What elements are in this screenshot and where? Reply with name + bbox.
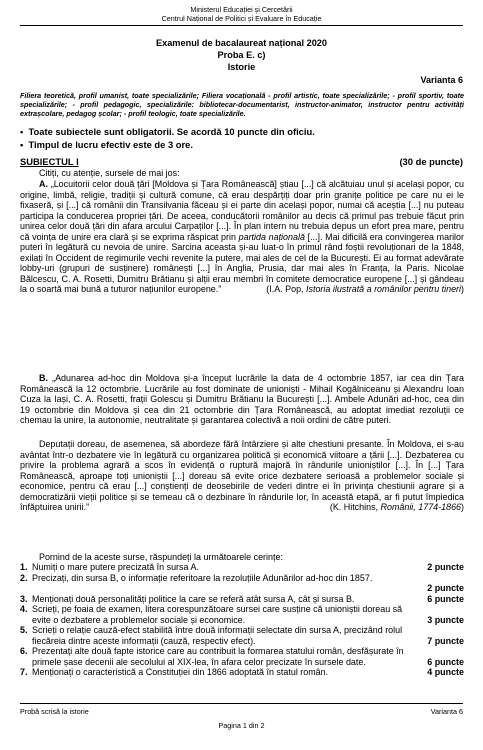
question-number: 5. bbox=[20, 625, 28, 635]
footer-divider bbox=[20, 703, 463, 704]
rule-item: • Toate subiectele sunt obligatorii. Se acordă 10 puncte din oficiu. bbox=[20, 126, 315, 137]
rule-text: Timpul de lucru efectiv este de 3 ore. bbox=[28, 138, 193, 150]
question-number: 2. bbox=[20, 572, 28, 583]
question-points: 2 puncte bbox=[427, 562, 464, 572]
exam-subject: Istorie bbox=[227, 62, 256, 72]
question-points: 7 puncte bbox=[427, 635, 464, 646]
subject-label: SUBIECTUL I bbox=[20, 156, 79, 167]
source-a-letter: A. bbox=[39, 179, 48, 189]
question-item bbox=[20, 594, 464, 605]
citation-title: Românii, 1774-1866 bbox=[380, 502, 462, 512]
source-a-emphasis: partida națională bbox=[238, 231, 305, 242]
question-number: 1. bbox=[20, 562, 28, 572]
question-item bbox=[20, 562, 464, 573]
question-text: Scrieți, pe foaia de examen, litera corespunzătoare sursei care susține că unioniștii doreau să evite o dezbatere a problemelor sociale și economice. bbox=[32, 604, 403, 625]
ministry-header: Ministerul Educației și Cercetării bbox=[190, 5, 293, 14]
header-divider bbox=[20, 25, 463, 26]
rule-text: Toate subiectele sunt obligatorii. Se acordă 10 puncte din oficiu. bbox=[28, 126, 315, 137]
exam-rules bbox=[20, 126, 460, 151]
source-b-text-2: Deputații doreau, de asemenea, să abordeze fără întârziere și alte chestiuni presante. În Moldova, ei s-au avântat într-o dezbatere vie în legătură cu organizarea politică și economică viitoare a țării [...]. Dezbaterea cu privire la problema agrară a scos în evidență o ruptură majoră în rândurile unioniștilor [...]. În [...] Țara Românească, aproape toți unioniștii [...] doreau să evite orice dezbatere serioasă a problemelor sociale și economice, pentru că erau [...] conștienți de deosebirile de vederi dintre ei în privința chestiunii agrare și a democratizării vieții politice și se temeau că o dezbinare în rândurile lor, în această etapă, ar fi putut împiedica înfăptuirea unirii.” bbox=[20, 439, 464, 512]
questions-instruction: Pornind de la aceste surse, răspundeți la următoarele cerințe: bbox=[39, 552, 283, 562]
rule-item: • Timpul de lucru efectiv este de 3 ore. bbox=[20, 138, 193, 150]
question-number: 4. bbox=[20, 604, 28, 614]
question-points: 6 puncte bbox=[427, 593, 464, 604]
question-item bbox=[20, 604, 464, 625]
questions-list bbox=[20, 562, 464, 678]
question-item bbox=[20, 667, 464, 678]
question-points: 3 puncte bbox=[427, 614, 464, 625]
citation-author: (K. Hitchins, bbox=[329, 502, 381, 512]
question-number: 6. bbox=[20, 646, 28, 656]
citation-author: (I.A. Pop, bbox=[266, 284, 307, 294]
source-a-text-cont: [...]. Mai dificilă era convingerea marilor puteri în legătură cu nevoia de unire. Sarcina aceasta și-au luat-o în primul rând foștii revoluționari de la 1848, exilați în Occident de regimurile vechi revenite la putere, mai ales de cel de la București. Ei au format adevărate lobby-uri (grupuri de susținere) românești [...] în Anglia, Prusia, dar mai ales în Franța, la Paris. Nicolae Bălcescu, C. A. Rosetti, Dumitru Brătianu și alții erau membri în comitete democratice europene [...] și gândeau la o soartă mai bună a tuturor națiunilor europene.” bbox=[20, 231, 464, 294]
question-text: Menționați o caracteristică a Constituției din 1866 adoptată în statul român. bbox=[32, 667, 329, 677]
subject-intro: Citiți, cu atenție, sursele de mai jos: bbox=[39, 168, 180, 178]
question-points: 2 puncte bbox=[427, 583, 464, 593]
source-b-letter: B. bbox=[39, 373, 48, 383]
question-text: Precizați, din sursa B, o informație referitoare la rezoluțiile Adunărilor ad-hoc din 1857. bbox=[32, 572, 373, 583]
question-number: 7. bbox=[20, 667, 28, 677]
citation-end: ) bbox=[461, 284, 464, 294]
source-b-paragraph-2 bbox=[20, 439, 464, 513]
filiera-text: Filiera teoretică, profil umanist, toate specializările; Filiera vocațională - profil artistic, toate specializările; - profil sportiv, toate specializările; - profil pedagogic, specializările: bibliotecar-documentarist, instructor-animator, instructor pentru activități extrașcolare, pedagog școlar; - profil teologic, toate specializările. bbox=[20, 91, 464, 118]
footer-left: Probă scrisă la istorie bbox=[20, 707, 89, 716]
question-points: 4 puncte bbox=[427, 667, 464, 677]
source-a-text: „Locuitorii celor două țări [Moldova și Țara Românească] știau [...] că alcătuiau unul și același popor, cu origine, limbă, religie, tradiții și cultură comune, că erau despărțiți doar prin granițe politice pe care nu ei le fixaseră, și [...] că românii din Transilvania făceau și ei parte din același popor, numai că aceștia [...] nu puteau participa la conducerea propriei țări. De aceea, conducătorii românilor au decis că primul pas trebuie făcut prin unirea celor două țări din afara arcului Carpaților [...]. În plan intern nu trebuia depus un efort prea mare, pentru că voința de unire era clară și se exprima răspicat prin bbox=[20, 179, 464, 242]
citation-title: Istoria ilustrată a românilor pentru tineri bbox=[306, 284, 462, 294]
question-text: Prezentați alte două fapte istorice care au contribuit la formarea statului român, desfășurate în primele șase decenii ale secolului al XIX-lea, în afara celor precizate în sursele date. bbox=[32, 646, 404, 667]
question-points: 6 puncte bbox=[427, 656, 464, 667]
question-number: 3. bbox=[20, 593, 28, 604]
variant-label: Varianta 6 bbox=[420, 75, 463, 85]
footer-right: Varianta 6 bbox=[430, 707, 463, 716]
citation-end: ) bbox=[461, 502, 464, 512]
question-item bbox=[20, 625, 464, 646]
source-a bbox=[20, 179, 464, 295]
exam-title: Examenul de bacalaureat național 2020 bbox=[155, 38, 328, 48]
subject-points: (30 de puncte) bbox=[399, 156, 463, 167]
question-text: Numiți o mare putere precizată în sursa A. bbox=[32, 562, 199, 572]
source-b-paragraph-1 bbox=[20, 373, 464, 426]
subject-header bbox=[20, 156, 463, 167]
exam-proba: Proba E. c) bbox=[217, 50, 266, 60]
center-header: Centrul Național de Politici și Evaluare în Educație bbox=[161, 14, 322, 23]
source-b-text: „Adunarea ad-hoc din Moldova și-a început lucrările la data de 4 octombrie 1857, iar cea din Țara Românească la 12 octombrie. Lucrările au fost dominate de unioniști - Mihail Kogălniceanu și Alexandru Ioan Cuza la Iași, C. A. Rosetti, frații Golescu și Dumitru Brătianu la București [...]. Ambele Adunări ad-hoc, cea din 19 octombrie din Moldova și cea din 21 octombrie din Țara Românească, au adoptat imediat rezoluții ce chemau la unire, la autonomie, neutralitate și garantarea colectivă a noii ordini de către puteri. bbox=[20, 373, 465, 425]
question-item bbox=[20, 646, 464, 667]
page-number: Pagina 1 din 2 bbox=[218, 721, 265, 730]
question-item bbox=[20, 573, 464, 594]
question-text: Menționați două personalități politice la care se referă atât sursa A, cât și sursa B. bbox=[32, 593, 355, 604]
question-text: Scrieți o relație cauză-efect stabilită între două informații selectate din sursa A, precizând rolul fiecăreia dintre aceste informații (cauză, respectiv efect). bbox=[32, 625, 403, 646]
